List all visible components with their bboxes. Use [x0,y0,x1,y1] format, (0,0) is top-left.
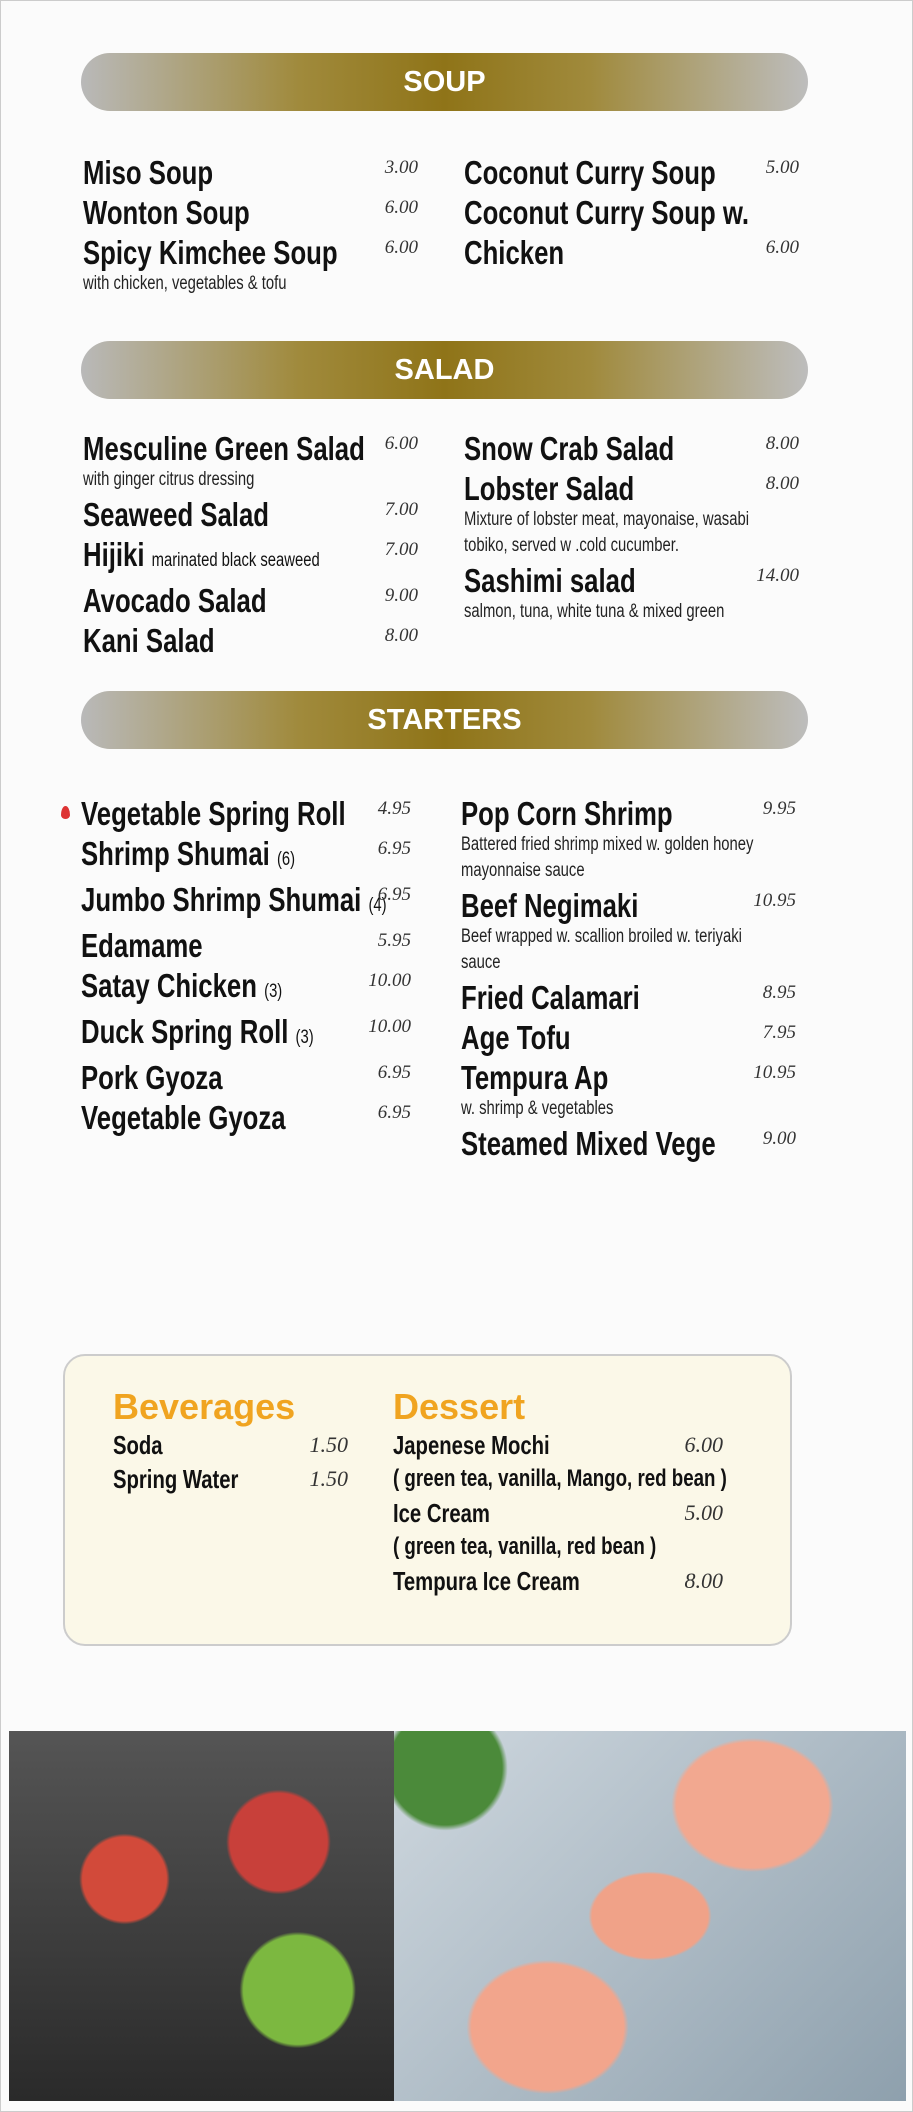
item-name: Spring Water [113,1464,239,1494]
starters-title: STARTERS [367,703,522,736]
item-name-text: Avocado Salad [83,582,267,619]
item-price: 8.00 [765,433,799,454]
item-price: 6.00 [384,197,418,218]
item-name [83,193,250,233]
item-name-text: Mesculine Green Salad [83,430,365,467]
item-description-cont: tobiko, served w .cold cucumber. [464,535,679,556]
menu-item [83,153,418,193]
beverages-list [113,1428,348,1496]
item-description: w. shrimp & vegetables [461,1098,614,1119]
item-name [83,153,213,193]
food-photos [9,1731,906,2101]
item-price: 5.00 [765,157,799,178]
menu-item [113,1428,348,1462]
menu-item [461,1124,796,1164]
item-name-text: Spicy Kimchee Soup [83,234,338,271]
item-name-text: Age Tofu [461,1019,571,1056]
item-name-text: Lobster Salad [464,470,635,507]
item-name-text: Duck Spring Roll [81,1013,289,1050]
item-price: 10.95 [753,890,796,911]
beverages-dessert-box [63,1354,792,1646]
menu-item [464,561,799,623]
item-name [83,581,267,621]
item-name [461,794,673,834]
item-name [464,469,634,509]
item-price: 5.95 [377,930,411,951]
item-price: 8.00 [684,1568,723,1593]
dessert-heading: Dessert [393,1386,526,1427]
menu-item [461,1058,796,1120]
menu-item [81,926,411,966]
item-name-text: Steamed Mixed Vege [461,1125,716,1162]
item-name-text: Seaweed Salad [83,496,270,533]
menu-item [393,1496,723,1564]
starters-right-column [461,794,796,1164]
item-name-text: Coconut Curry Soup w. [464,194,750,231]
item-price: 7.95 [762,1022,796,1043]
item-name-text: Miso Soup [83,154,214,191]
item-price: 6.95 [377,884,411,905]
menu-item [83,581,418,621]
item-name [464,193,749,233]
item-name [81,880,387,926]
item-description-cont: mayonnaise sauce [461,860,585,881]
item-name-text: Jumbo Shrimp Shumai [81,881,362,918]
menu-item [113,1462,348,1496]
menu-item [393,1428,727,1496]
item-price: 8.95 [762,982,796,1003]
item-description: Beef wrapped w. scallion broiled w. teriyaki [461,926,742,947]
item-description: Battered fried shrimp mixed w. golden honey [461,834,754,855]
item-inline-note: (3) [264,981,283,1002]
item-name-text: Sashimi salad [464,562,636,599]
item-description: with ginger citrus dressing [83,469,255,490]
item-name [81,1012,314,1058]
item-price: 3.00 [384,157,418,178]
item-name [81,834,295,880]
item-name-text: Wonton Soup [83,194,250,231]
menu-item [464,153,799,193]
item-name [461,1018,571,1058]
item-name-text: Pop Corn Shrimp [461,795,673,832]
item-price: 1.50 [309,1432,348,1457]
item-name [83,621,215,661]
item-price: 9.00 [762,1128,796,1149]
salad-left-column [83,429,418,661]
menu-item [464,193,799,233]
menu-item [461,1018,796,1058]
menu-item [83,621,418,661]
menu-item [81,880,411,926]
menu-item [393,1564,723,1598]
item-name: Tempura Ice Cream [393,1566,580,1596]
item-name [464,429,674,469]
menu-item [81,1058,411,1098]
salmon-sashimi-photo [394,1731,906,2101]
item-name [81,794,346,834]
item-name-text: Vegetable Gyoza [81,1099,286,1136]
item-price: 8.00 [765,473,799,494]
item-price: 10.95 [753,1062,796,1083]
item-name [81,966,282,1012]
item-name [83,429,365,469]
item-inline-note: (3) [295,1027,314,1048]
item-name [461,886,638,926]
beverages-column [113,1386,348,1496]
item-price: 8.00 [384,625,418,646]
menu-item [461,886,796,974]
menu-item [81,794,411,834]
soup-banner [81,53,808,111]
item-price: 1.50 [309,1466,348,1491]
item-description: ( green tea, vanilla, Mango, red bean ) [393,1465,727,1492]
item-name [461,978,640,1018]
item-description: Mixture of lobster meat, mayonaise, wasabi [464,509,750,530]
item-name: Japenese Mochi [393,1430,550,1460]
item-name-text: Pork Gyoza [81,1059,223,1096]
soup-left-column [83,153,418,299]
item-name-text: Kani Salad [83,622,215,659]
item-price: 14.00 [756,565,799,586]
menu-item [464,469,799,557]
item-price: 6.00 [384,433,418,454]
item-description: salmon, tuna, white tuna & mixed green [464,601,725,622]
spicy-chili-icon [61,806,70,819]
item-description: with chicken, vegetables & tofu [83,273,287,294]
menu-item [83,495,418,535]
item-price: 5.00 [684,1500,723,1525]
item-price: 7.00 [384,499,418,520]
menu-item [81,966,411,1012]
item-price: 10.00 [368,1016,411,1037]
item-name [81,926,203,966]
menu-item [461,794,796,882]
menu-item [464,429,799,469]
menu-item [464,233,799,273]
dessert-column [393,1386,727,1598]
menu-item [83,535,418,581]
item-price: 9.00 [384,585,418,606]
item-description-cont: sauce [461,952,501,973]
salad-right-column [464,429,799,627]
menu-item [81,1012,411,1058]
item-name [81,1098,286,1138]
item-name [83,495,269,535]
item-name-text: Tempura Ap [461,1059,609,1096]
menu-item [83,429,418,491]
item-price: 6.00 [765,237,799,258]
item-name-text: Shrimp Shumai [81,835,270,872]
soup-right-column [464,153,799,273]
starters-banner [81,691,808,749]
item-name-text: Beef Negimaki [461,887,639,924]
salad-title: SALAD [394,353,495,386]
item-inline-note: (4) [368,895,387,916]
menu-item [83,193,418,233]
item-name-text: Hijiki [83,536,145,573]
item-description: ( green tea, vanilla, red bean ) [393,1533,657,1560]
item-name-text: Vegetable Spring Roll [81,795,346,832]
dessert-list [393,1428,727,1598]
item-name-text: Satay Chicken [81,967,257,1004]
item-name-text: Coconut Curry Soup [464,154,716,191]
item-price: 6.95 [377,1062,411,1083]
item-name [461,1124,716,1164]
item-price: 6.95 [377,838,411,859]
item-name-text: Edamame [81,927,203,964]
item-name [464,233,564,273]
soup-title: SOUP [403,65,486,98]
item-price: 6.00 [684,1432,723,1457]
item-name [464,153,716,193]
item-name [81,1058,223,1098]
beverages-heading: Beverages [113,1386,296,1427]
menu-item [83,233,418,295]
salad-banner [81,341,808,399]
item-name-text: Chicken [464,234,565,271]
sushi-roll-photo [9,1731,394,2101]
item-name [461,1058,608,1098]
item-name [464,561,636,601]
menu-item [81,834,411,880]
item-price: 9.95 [762,798,796,819]
item-name-text: Snow Crab Salad [464,430,675,467]
item-name: Ice Cream [393,1498,490,1528]
item-price: 6.95 [377,1102,411,1123]
item-name: Soda [113,1430,163,1460]
item-price: 10.00 [368,970,411,991]
item-price: 6.00 [384,237,418,258]
item-price: 4.95 [377,798,411,819]
item-inline-note: (6) [276,849,296,870]
item-price: 7.00 [384,539,418,560]
item-name-text: Fried Calamari [461,979,640,1016]
menu-item [461,978,796,1018]
menu-item [81,1098,411,1138]
starters-left-column [81,794,411,1138]
item-name [83,233,338,273]
item-name [83,535,320,581]
item-inline-note: marinated black seaweed [151,550,320,571]
